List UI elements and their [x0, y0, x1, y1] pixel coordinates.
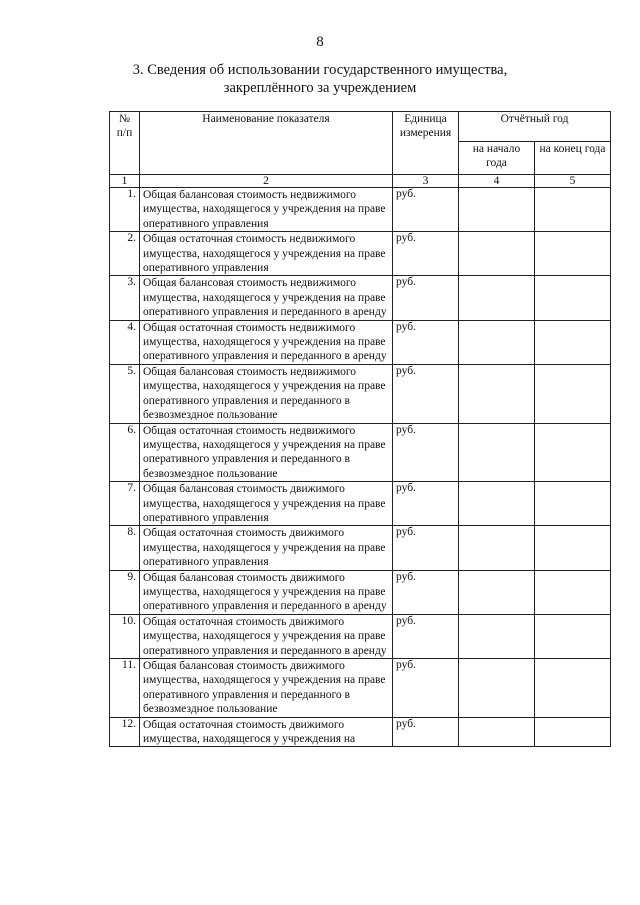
header-name: Наименование показателя [140, 112, 393, 175]
indicator-name: Общая балансовая стоимость движимого имущества, находящегося у учреждения на праве оперативного управления и переданного в аренду [140, 570, 393, 614]
table-row [110, 717, 611, 747]
unit-cell: руб. [393, 320, 459, 364]
unit-cell: руб. [393, 659, 459, 718]
end-of-year-value [535, 570, 611, 614]
section-title-line-1: 3. Сведения об использовании государственного имущества, [132, 62, 508, 78]
property-usage-table [109, 111, 611, 747]
header-unit: Единица измерения [393, 112, 459, 175]
end-of-year-value [535, 659, 611, 718]
unit-cell: руб. [393, 276, 459, 320]
end-of-year-value [535, 232, 611, 276]
column-index: 3 [393, 175, 459, 188]
end-of-year-value [535, 614, 611, 658]
column-index: 5 [535, 175, 611, 188]
header-reporting-year: Отчётный год [459, 112, 611, 142]
indicator-name: Общая балансовая стоимость недвижимого имущества, находящегося у учреждения на праве оперативного управления и переданного в аренду [140, 276, 393, 320]
end-of-year-value [535, 276, 611, 320]
unit-cell: руб. [393, 423, 459, 482]
start-of-year-value [459, 423, 535, 482]
indicator-name: Общая остаточная стоимость движимого имущества, находящегося у учреждения на праве оперативного управления [140, 526, 393, 570]
row-number: 8. [110, 526, 140, 570]
unit-cell: руб. [393, 614, 459, 658]
start-of-year-value [459, 570, 535, 614]
start-of-year-value [459, 482, 535, 526]
end-of-year-value [535, 320, 611, 364]
row-number: 10. [110, 614, 140, 658]
end-of-year-value [535, 526, 611, 570]
table-row [110, 188, 611, 232]
unit-cell: руб. [393, 482, 459, 526]
table-row [110, 232, 611, 276]
table-row [110, 423, 611, 482]
unit-cell: руб. [393, 570, 459, 614]
indicator-name: Общая остаточная стоимость недвижимого имущества, находящегося у учреждения на праве оперативного управления и переданного в безвозмездное пользование [140, 423, 393, 482]
row-number: 2. [110, 232, 140, 276]
row-number: 5. [110, 364, 140, 423]
column-index: 2 [140, 175, 393, 188]
table-row [110, 320, 611, 364]
table-row [110, 526, 611, 570]
row-number: 12. [110, 717, 140, 747]
row-number: 4. [110, 320, 140, 364]
unit-cell: руб. [393, 717, 459, 747]
column-index: 1 [110, 175, 140, 188]
header-num: № п/п [110, 112, 140, 175]
table-row [110, 364, 611, 423]
start-of-year-value [459, 614, 535, 658]
start-of-year-value [459, 364, 535, 423]
indicator-name: Общая остаточная стоимость недвижимого имущества, находящегося у учреждения на праве оперативного управления и переданного в аренду [140, 320, 393, 364]
table-row [110, 276, 611, 320]
row-number: 9. [110, 570, 140, 614]
indicator-name: Общая балансовая стоимость движимого имущества, находящегося у учреждения на праве оперативного управления и переданного в безвозмездное пользование [140, 659, 393, 718]
indicator-name: Общая остаточная стоимость движимого имущества, находящегося у учреждения на [140, 717, 393, 747]
indicator-name: Общая остаточная стоимость движимого имущества, находящегося у учреждения на праве оперативного управления и переданного в аренду [140, 614, 393, 658]
header-end-of-year: на конец года [535, 142, 611, 175]
row-number: 1. [110, 188, 140, 232]
row-number: 7. [110, 482, 140, 526]
table-row [110, 614, 611, 658]
row-number: 3. [110, 276, 140, 320]
indicator-name: Общая балансовая стоимость движимого имущества, находящегося у учреждения на праве оперативного управления [140, 482, 393, 526]
end-of-year-value [535, 717, 611, 747]
unit-cell: руб. [393, 364, 459, 423]
end-of-year-value [535, 423, 611, 482]
start-of-year-value [459, 717, 535, 747]
header-start-of-year: на начало года [459, 142, 535, 175]
start-of-year-value [459, 659, 535, 718]
unit-cell: руб. [393, 232, 459, 276]
start-of-year-value [459, 526, 535, 570]
row-number: 11. [110, 659, 140, 718]
indicator-name: Общая балансовая стоимость недвижимого имущества, находящегося у учреждения на праве оперативного управления и переданного в безвозмездное пользование [140, 364, 393, 423]
indicator-name: Общая остаточная стоимость недвижимого имущества, находящегося у учреждения на праве оперативного управления [140, 232, 393, 276]
page-number: 8 [316, 34, 324, 50]
row-number: 6. [110, 423, 140, 482]
column-index: 4 [459, 175, 535, 188]
section-title-line-2: закреплённого за учреждением [223, 80, 417, 96]
end-of-year-value [535, 188, 611, 232]
unit-cell: руб. [393, 188, 459, 232]
start-of-year-value [459, 276, 535, 320]
end-of-year-value [535, 364, 611, 423]
unit-cell: руб. [393, 526, 459, 570]
start-of-year-value [459, 232, 535, 276]
end-of-year-value [535, 482, 611, 526]
section-title [110, 61, 530, 97]
start-of-year-value [459, 320, 535, 364]
table-row [110, 482, 611, 526]
indicator-name: Общая балансовая стоимость недвижимого имущества, находящегося у учреждения на праве оперативного управления [140, 188, 393, 232]
table-row [110, 570, 611, 614]
start-of-year-value [459, 188, 535, 232]
column-index-row [110, 175, 611, 188]
table-row [110, 659, 611, 718]
